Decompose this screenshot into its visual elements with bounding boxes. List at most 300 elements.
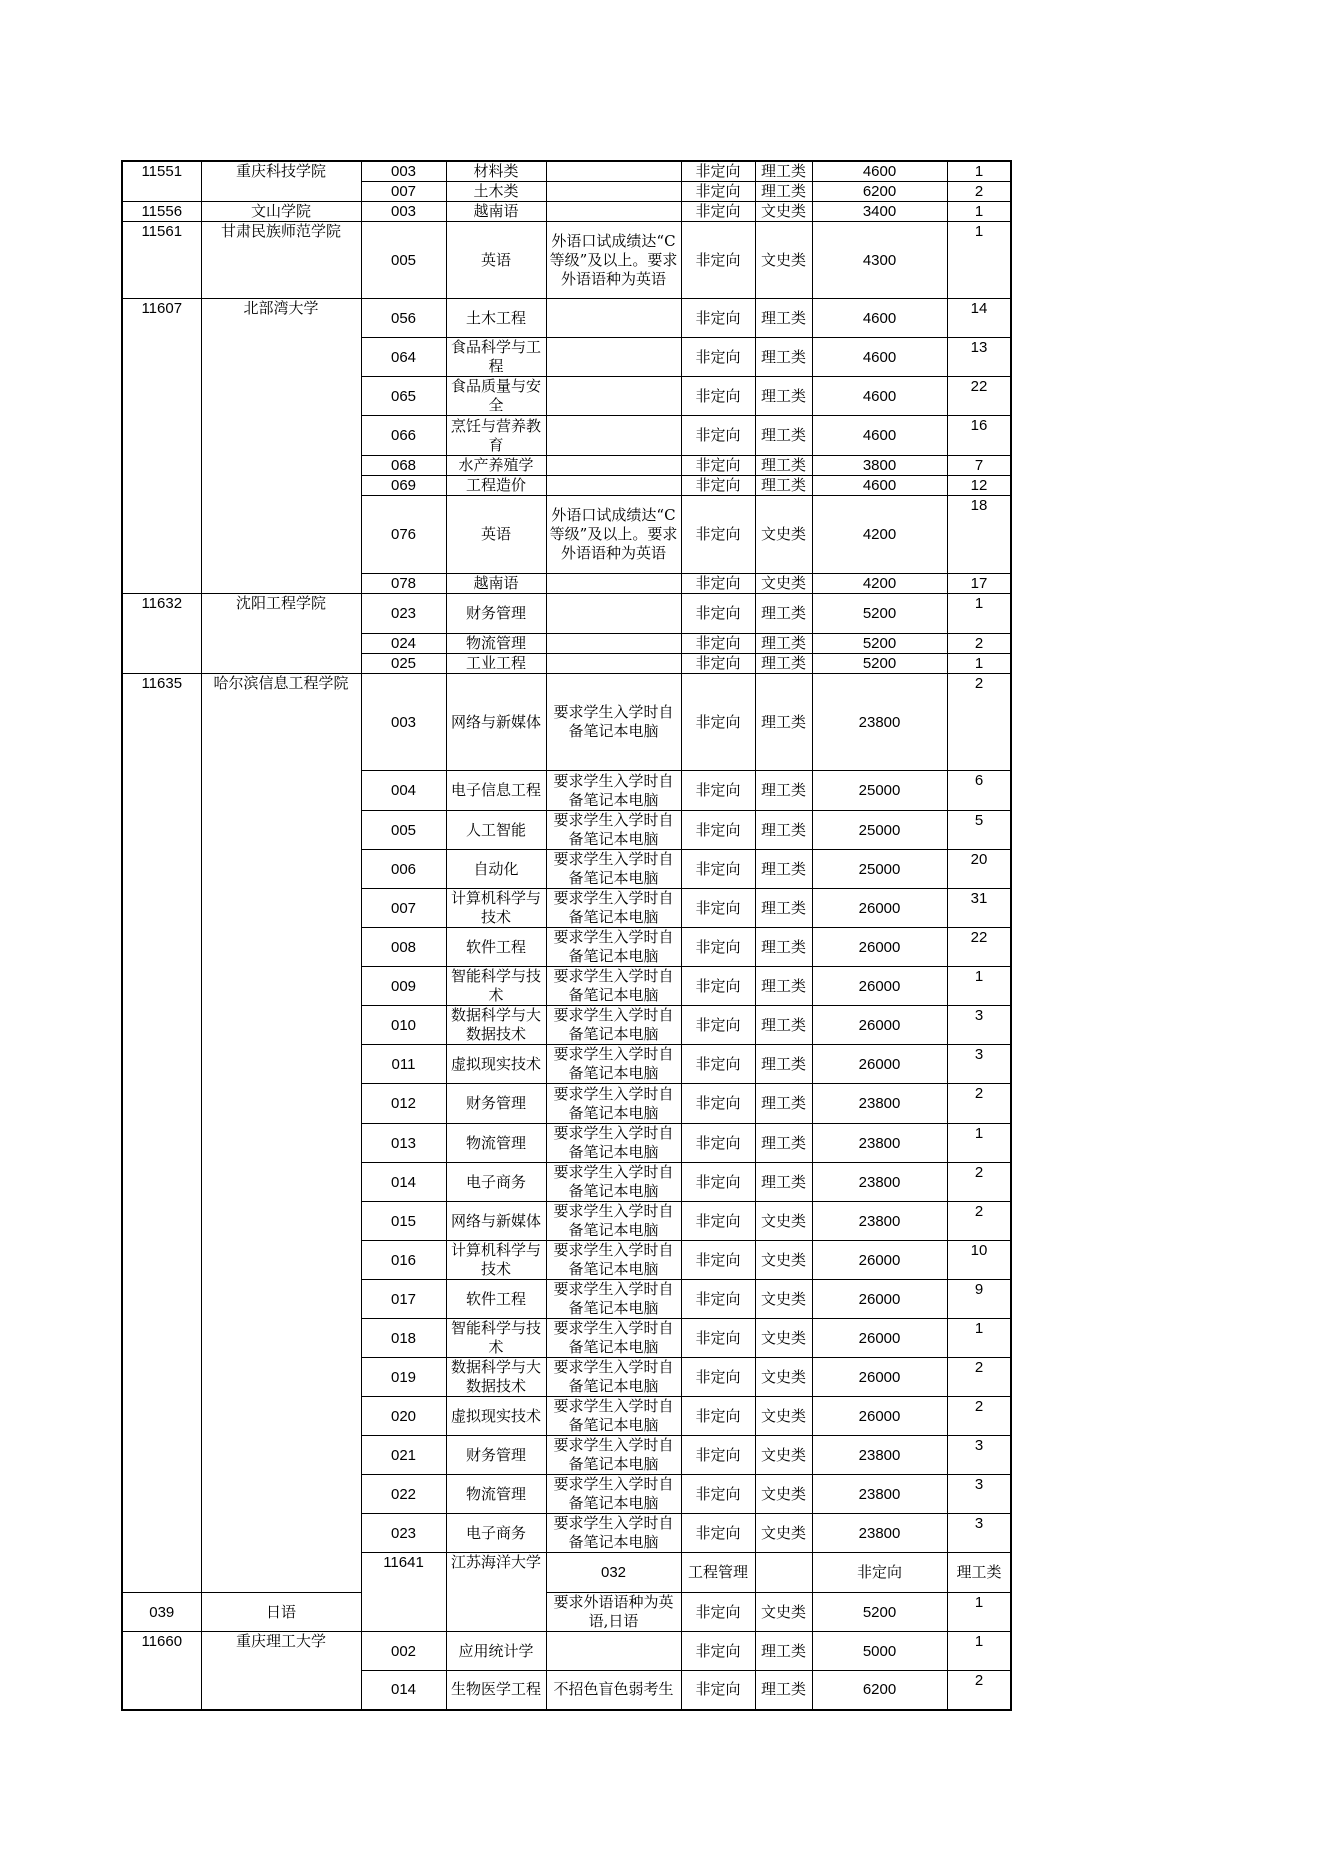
remark-cell [546,594,681,634]
subject-category-cell: 理工类 [755,811,812,850]
enrollment-type-cell: 非定向 [681,182,755,202]
remark-cell: 要求学生入学时自备笔记本电脑 [546,1358,681,1397]
table-row [122,222,1011,299]
unit-name-cell: 沈阳工程学院 [201,594,361,674]
subject-category-cell: 理工类 [755,850,812,889]
major-code-cell: 021 [361,1436,446,1475]
tuition-cell: 23800 [812,1163,947,1202]
major-code-cell: 078 [361,574,446,594]
quota-cell: 2 [947,1163,1011,1202]
major-code-cell: 022 [361,1475,446,1514]
major-name-cell: 物流管理 [446,634,546,654]
table-row [122,202,1011,222]
major-name-cell: 食品质量与安全 [446,377,546,416]
subject-category-cell: 理工类 [755,1163,812,1202]
enrollment-type-cell: 非定向 [681,161,755,182]
major-code-cell: 020 [361,1397,446,1436]
quota-cell: 1 [947,161,1011,182]
subject-category-cell: 理工类 [755,161,812,182]
subject-category-cell: 理工类 [755,338,812,377]
unit-code-cell: 11556 [122,202,201,222]
major-name-cell: 水产养殖学 [446,456,546,476]
major-code-cell: 032 [546,1553,681,1593]
major-code-cell: 023 [361,594,446,634]
remark-cell: 要求学生入学时自备笔记本电脑 [546,967,681,1006]
remark-cell [546,416,681,456]
remark-cell: 要求学生入学时自备笔记本电脑 [546,811,681,850]
remark-cell [755,1553,812,1593]
major-name-cell: 虚拟现实技术 [446,1045,546,1084]
quota-cell: 2 [947,634,1011,654]
major-name-cell: 电子商务 [446,1514,546,1553]
major-code-cell: 018 [361,1319,446,1358]
major-code-cell: 024 [361,634,446,654]
subject-category-cell: 理工类 [755,299,812,338]
tuition-cell: 6200 [812,1671,947,1710]
major-code-cell: 065 [361,377,446,416]
major-name-cell: 智能科学与技术 [446,1319,546,1358]
major-name-cell: 网络与新媒体 [446,1202,546,1241]
enrollment-type-cell: 非定向 [681,1514,755,1553]
subject-category-cell: 理工类 [755,771,812,811]
subject-category-cell: 文史类 [755,1475,812,1514]
enrollment-type-cell: 非定向 [681,674,755,771]
tuition-cell: 25000 [812,811,947,850]
subject-category-cell: 理工类 [755,1045,812,1084]
tuition-cell: 25000 [812,771,947,811]
major-name-cell: 生物医学工程 [446,1671,546,1710]
major-code-cell: 003 [361,674,446,771]
remark-cell: 要求学生入学时自备笔记本电脑 [546,1241,681,1280]
subject-category-cell: 理工类 [755,654,812,674]
major-name-cell: 数据科学与大数据技术 [446,1006,546,1045]
subject-category-cell: 文史类 [755,1319,812,1358]
major-code-cell: 014 [361,1163,446,1202]
major-name-cell: 自动化 [446,850,546,889]
subject-category-cell: 文史类 [755,574,812,594]
major-code-cell: 002 [361,1632,446,1671]
quota-cell: 17 [947,574,1011,594]
subject-category-cell: 理工类 [755,594,812,634]
quota-cell: 1 [947,202,1011,222]
tuition-cell: 23800 [812,1202,947,1241]
enrollment-type-cell: 非定向 [681,634,755,654]
unit-name-cell: 重庆理工大学 [201,1632,361,1710]
unit-name-cell: 北部湾大学 [201,299,361,594]
remark-cell: 要求学生入学时自备笔记本电脑 [546,1514,681,1553]
admission-plan-body [122,161,1011,1710]
subject-category-cell: 理工类 [755,476,812,496]
major-code-cell: 012 [361,1084,446,1124]
major-code-cell: 068 [361,456,446,476]
tuition-cell: 4200 [812,574,947,594]
table-row [122,299,1011,338]
major-name-cell: 材料类 [446,161,546,182]
unit-name-cell: 哈尔滨信息工程学院 [201,674,361,1593]
quota-cell: 1 [947,1319,1011,1358]
major-code-cell: 007 [361,182,446,202]
subject-category-cell: 理工类 [755,674,812,771]
enrollment-type-cell: 非定向 [681,416,755,456]
subject-category-cell: 文史类 [755,1280,812,1319]
major-name-cell: 应用统计学 [446,1632,546,1671]
enrollment-type-cell: 非定向 [681,338,755,377]
major-code-cell: 014 [361,1671,446,1710]
subject-category-cell: 文史类 [755,1397,812,1436]
table-row [122,674,1011,771]
quota-cell: 1 [947,1632,1011,1671]
subject-category-cell: 文史类 [755,496,812,574]
major-name-cell: 软件工程 [446,928,546,967]
enrollment-type-cell: 非定向 [681,1397,755,1436]
tuition-cell: 4300 [812,222,947,299]
remark-cell: 要求学生入学时自备笔记本电脑 [546,1163,681,1202]
tuition-cell: 5200 [812,634,947,654]
quota-cell: 10 [947,1241,1011,1280]
major-name-cell: 工业工程 [446,654,546,674]
unit-code-cell: 11632 [122,594,201,674]
subject-category-cell: 理工类 [755,1671,812,1710]
major-name-cell: 土木工程 [446,299,546,338]
tuition-cell: 23800 [812,1475,947,1514]
subject-category-cell: 文史类 [755,202,812,222]
remark-cell [546,161,681,182]
enrollment-type-cell: 非定向 [681,850,755,889]
remark-cell: 要求学生入学时自备笔记本电脑 [546,1397,681,1436]
tuition-cell: 3400 [812,202,947,222]
tuition-cell: 23800 [812,674,947,771]
major-code-cell: 016 [361,1241,446,1280]
quota-cell: 3 [947,1045,1011,1084]
table-row [122,594,1011,634]
major-code-cell: 005 [361,811,446,850]
major-name-cell: 软件工程 [446,1280,546,1319]
tuition-cell: 23800 [812,1436,947,1475]
quota-cell: 12 [947,476,1011,496]
major-code-cell: 008 [361,928,446,967]
subject-category-cell: 理工类 [755,634,812,654]
remark-cell [546,1632,681,1671]
tuition-cell: 5200 [812,594,947,634]
quota-cell: 18 [947,496,1011,574]
subject-category-cell: 文史类 [755,1436,812,1475]
tuition-cell: 26000 [812,1319,947,1358]
major-name-cell: 财务管理 [446,594,546,634]
remark-cell [546,574,681,594]
quota-cell: 1 [947,967,1011,1006]
major-name-cell: 物流管理 [446,1475,546,1514]
unit-code-cell: 11607 [122,299,201,594]
major-name-cell: 财务管理 [446,1436,546,1475]
unit-name-cell: 文山学院 [201,202,361,222]
quota-cell: 2 [947,1358,1011,1397]
enrollment-type-cell: 非定向 [681,1006,755,1045]
enrollment-type-cell: 非定向 [681,1045,755,1084]
quota-cell: 13 [947,338,1011,377]
major-name-cell: 智能科学与技术 [446,967,546,1006]
quota-cell: 3 [947,1514,1011,1553]
tuition-cell: 26000 [812,1241,947,1280]
enrollment-type-cell: 非定向 [681,1202,755,1241]
tuition-cell: 4600 [812,476,947,496]
subject-category-cell: 理工类 [755,889,812,928]
tuition-cell: 4600 [812,299,947,338]
major-name-cell: 工程管理 [681,1553,755,1593]
table-row [122,1632,1011,1671]
unit-code-cell: 11551 [122,161,201,202]
tuition-cell: 4600 [812,338,947,377]
subject-category-cell: 理工类 [755,416,812,456]
tuition-cell: 5200 [812,1593,947,1632]
major-name-cell: 数据科学与大数据技术 [446,1358,546,1397]
remark-cell: 要求学生入学时自备笔记本电脑 [546,674,681,771]
enrollment-type-cell: 非定向 [681,1358,755,1397]
remark-cell: 要求外语语种为英语,日语 [546,1593,681,1632]
enrollment-type-cell: 非定向 [681,1475,755,1514]
subject-category-cell: 理工类 [755,1006,812,1045]
major-code-cell: 009 [361,967,446,1006]
remark-cell: 外语口试成绩达“C等级”及以上。要求外语语种为英语 [546,496,681,574]
remark-cell: 要求学生入学时自备笔记本电脑 [546,1084,681,1124]
major-code-cell: 010 [361,1006,446,1045]
tuition-cell: 26000 [812,1045,947,1084]
quota-cell: 14 [947,299,1011,338]
enrollment-type-cell: 非定向 [681,202,755,222]
enrollment-type-cell: 非定向 [681,476,755,496]
major-name-cell: 越南语 [446,574,546,594]
major-code-cell: 019 [361,1358,446,1397]
major-code-cell: 066 [361,416,446,456]
quota-cell: 2 [947,1202,1011,1241]
quota-cell: 5 [947,811,1011,850]
major-code-cell: 007 [361,889,446,928]
major-code-cell: 069 [361,476,446,496]
unit-code-cell: 11635 [122,674,201,1593]
tuition-cell: 25000 [812,850,947,889]
enrollment-type-cell: 非定向 [681,1280,755,1319]
major-code-cell: 076 [361,496,446,574]
major-name-cell: 英语 [446,222,546,299]
tuition-cell: 3800 [812,456,947,476]
tuition-cell: 4600 [812,377,947,416]
quota-cell: 20 [947,850,1011,889]
tuition-cell: 26000 [812,889,947,928]
major-code-cell: 003 [361,161,446,182]
major-name-cell: 网络与新媒体 [446,674,546,771]
remark-cell [546,338,681,377]
quota-cell: 1 [947,594,1011,634]
remark-cell: 要求学生入学时自备笔记本电脑 [546,1124,681,1163]
enrollment-type-cell: 非定向 [681,928,755,967]
quota-cell: 7 [947,456,1011,476]
enrollment-type-cell: 非定向 [681,1319,755,1358]
major-name-cell: 英语 [446,496,546,574]
quota-cell: 3 [947,1475,1011,1514]
remark-cell: 要求学生入学时自备笔记本电脑 [546,928,681,967]
enrollment-type-cell: 非定向 [681,1632,755,1671]
major-code-cell: 064 [361,338,446,377]
enrollment-type-cell: 非定向 [681,1436,755,1475]
remark-cell: 要求学生入学时自备笔记本电脑 [546,771,681,811]
quota-cell: 31 [947,889,1011,928]
tuition-cell: 4600 [812,416,947,456]
enrollment-type-cell: 非定向 [681,811,755,850]
remark-cell: 要求学生入学时自备笔记本电脑 [546,850,681,889]
remark-cell [546,299,681,338]
major-code-cell: 004 [361,771,446,811]
major-name-cell: 电子商务 [446,1163,546,1202]
quota-cell: 2 [947,1397,1011,1436]
enrollment-type-cell: 非定向 [681,1124,755,1163]
major-name-cell: 日语 [201,1593,361,1632]
tuition-cell: 4600 [812,161,947,182]
tuition-cell: 26000 [812,928,947,967]
remark-cell [546,182,681,202]
major-name-cell: 电子信息工程 [446,771,546,811]
subject-category-cell: 文史类 [755,1514,812,1553]
remark-cell [546,377,681,416]
remark-cell: 要求学生入学时自备笔记本电脑 [546,1006,681,1045]
unit-code-cell: 11561 [122,222,201,299]
subject-category-cell: 文史类 [755,1593,812,1632]
subject-category-cell: 文史类 [755,1358,812,1397]
unit-name-cell: 江苏海洋大学 [446,1553,546,1632]
quota-cell: 1 [947,1124,1011,1163]
tuition-cell: 26000 [812,1397,947,1436]
remark-cell [546,476,681,496]
major-name-cell: 人工智能 [446,811,546,850]
remark-cell [546,202,681,222]
major-code-cell: 017 [361,1280,446,1319]
tuition-cell: 6200 [812,182,947,202]
major-code-cell: 003 [361,202,446,222]
subject-category-cell: 文史类 [755,222,812,299]
major-code-cell: 005 [361,222,446,299]
enrollment-type-cell: 非定向 [681,1671,755,1710]
subject-category-cell: 理工类 [755,1084,812,1124]
tuition-cell: 26000 [812,1006,947,1045]
remark-cell: 要求学生入学时自备笔记本电脑 [546,1280,681,1319]
subject-category-cell: 理工类 [755,182,812,202]
enrollment-type-cell: 非定向 [681,1593,755,1632]
remark-cell: 要求学生入学时自备笔记本电脑 [546,1319,681,1358]
table-row [122,161,1011,182]
quota-cell: 2 [947,1084,1011,1124]
major-name-cell: 财务管理 [446,1084,546,1124]
tuition-cell: 5200 [812,654,947,674]
remark-cell: 要求学生入学时自备笔记本电脑 [546,1475,681,1514]
major-code-cell: 039 [122,1593,201,1632]
enrollment-type-cell: 非定向 [681,1084,755,1124]
enrollment-type-cell: 非定向 [681,377,755,416]
subject-category-cell: 理工类 [755,967,812,1006]
enrollment-type-cell: 非定向 [812,1553,947,1593]
remark-cell: 外语口试成绩达“C等级”及以上。要求外语语种为英语 [546,222,681,299]
tuition-cell: 26000 [812,1358,947,1397]
quota-cell: 2 [947,182,1011,202]
enrollment-type-cell: 非定向 [681,594,755,634]
unit-code-cell: 11660 [122,1632,201,1710]
enrollment-type-cell: 非定向 [681,654,755,674]
admission-plan-table [121,160,1012,1711]
major-name-cell: 虚拟现实技术 [446,1397,546,1436]
major-code-cell: 056 [361,299,446,338]
tuition-cell: 26000 [812,1280,947,1319]
enrollment-type-cell: 非定向 [681,496,755,574]
tuition-cell: 23800 [812,1084,947,1124]
enrollment-type-cell: 非定向 [681,967,755,1006]
quota-cell: 1 [947,222,1011,299]
major-name-cell: 工程造价 [446,476,546,496]
subject-category-cell: 理工类 [755,1124,812,1163]
enrollment-type-cell: 非定向 [681,574,755,594]
quota-cell: 16 [947,416,1011,456]
quota-cell: 9 [947,1280,1011,1319]
quota-cell: 22 [947,377,1011,416]
table-row [122,1593,1011,1632]
subject-category-cell: 理工类 [755,456,812,476]
subject-category-cell: 理工类 [755,377,812,416]
tuition-cell: 23800 [812,1124,947,1163]
quota-cell: 6 [947,771,1011,811]
subject-category-cell: 文史类 [755,1202,812,1241]
subject-category-cell: 文史类 [755,1241,812,1280]
unit-name-cell: 甘肃民族师范学院 [201,222,361,299]
remark-cell: 要求学生入学时自备笔记本电脑 [546,1202,681,1241]
quota-cell: 1 [947,654,1011,674]
major-code-cell: 015 [361,1202,446,1241]
remark-cell [546,654,681,674]
remark-cell: 要求学生入学时自备笔记本电脑 [546,1436,681,1475]
major-name-cell: 土木类 [446,182,546,202]
remark-cell [546,456,681,476]
enrollment-type-cell: 非定向 [681,456,755,476]
tuition-cell: 5000 [812,1632,947,1671]
subject-category-cell: 理工类 [755,928,812,967]
remark-cell: 不招色盲色弱考生 [546,1671,681,1710]
quota-cell: 2 [947,1671,1011,1710]
major-name-cell: 物流管理 [446,1124,546,1163]
remark-cell: 要求学生入学时自备笔记本电脑 [546,1045,681,1084]
enrollment-type-cell: 非定向 [681,1163,755,1202]
unit-code-cell: 11641 [361,1553,446,1632]
major-code-cell: 011 [361,1045,446,1084]
major-name-cell: 食品科学与工程 [446,338,546,377]
major-code-cell: 025 [361,654,446,674]
major-name-cell: 计算机科学与技术 [446,1241,546,1280]
enrollment-type-cell: 非定向 [681,889,755,928]
tuition-cell: 26000 [812,967,947,1006]
major-name-cell: 越南语 [446,202,546,222]
major-code-cell: 006 [361,850,446,889]
major-code-cell: 023 [361,1514,446,1553]
major-name-cell: 烹饪与营养教育 [446,416,546,456]
quota-cell: 3 [947,1006,1011,1045]
subject-category-cell: 理工类 [755,1632,812,1671]
unit-name-cell: 重庆科技学院 [201,161,361,202]
major-code-cell: 013 [361,1124,446,1163]
quota-cell: 22 [947,928,1011,967]
remark-cell [546,634,681,654]
quota-cell: 1 [947,1593,1011,1632]
major-name-cell: 计算机科学与技术 [446,889,546,928]
subject-category-cell: 理工类 [947,1553,1011,1593]
enrollment-type-cell: 非定向 [681,771,755,811]
quota-cell: 3 [947,1436,1011,1475]
enrollment-type-cell: 非定向 [681,222,755,299]
quota-cell: 2 [947,674,1011,771]
enrollment-type-cell: 非定向 [681,1241,755,1280]
